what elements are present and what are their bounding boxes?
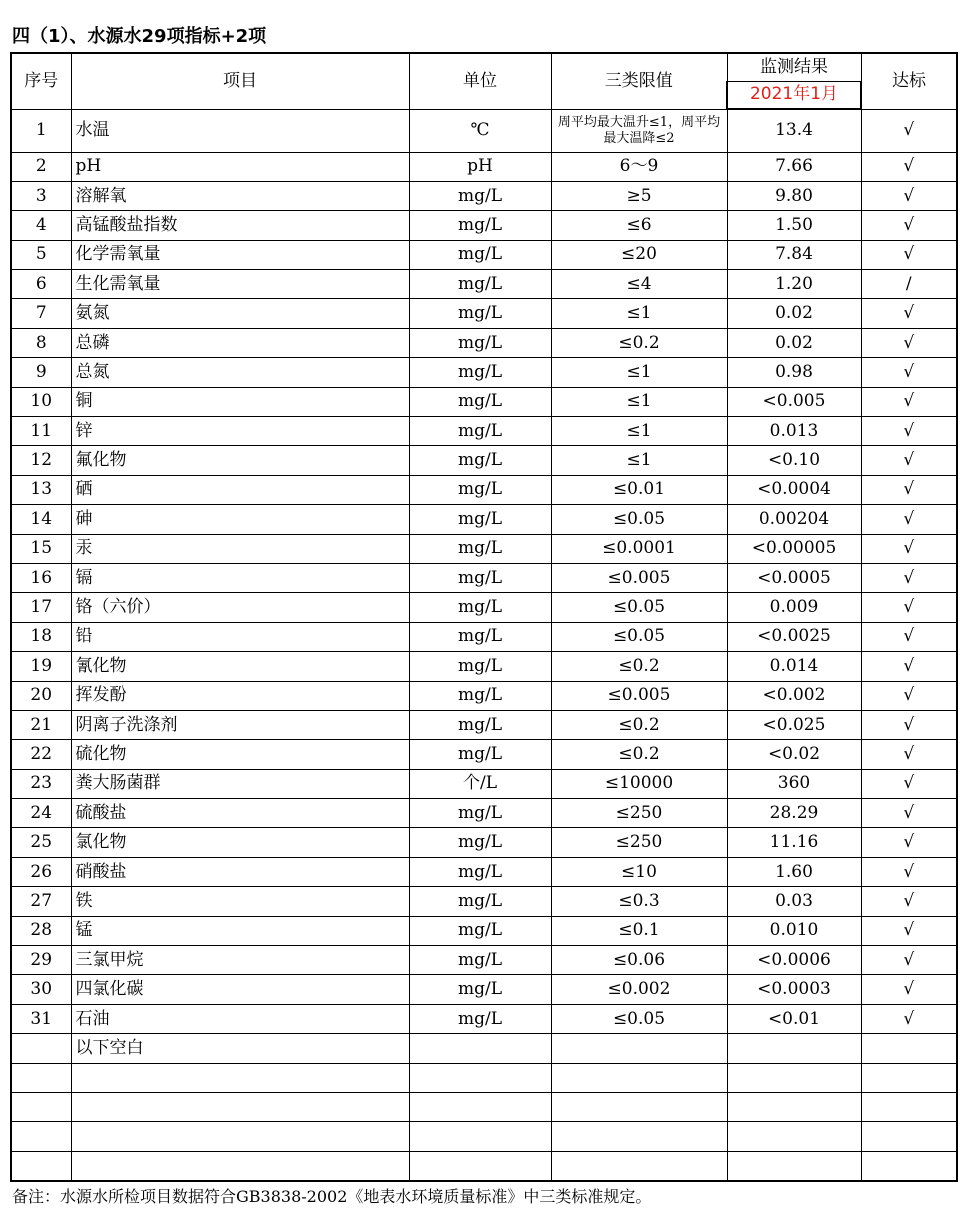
cell-unit: mg/L [409,887,551,916]
cell-item: 锌 [71,417,409,446]
cell-item: 铅 [71,622,409,651]
cell-seq: 4 [11,211,71,240]
cell-seq: 16 [11,563,71,592]
cell-unit: mg/L [409,828,551,857]
cell-unit: mg/L [409,740,551,769]
blank-row [11,1122,957,1151]
cell-seq: 9 [11,358,71,387]
cell-limit: ≤1 [551,299,727,328]
cell-seq: 12 [11,446,71,475]
table-row [11,181,957,210]
cell-seq: 26 [11,857,71,886]
cell-result: <0.10 [727,446,861,475]
cell-limit: ≤0.1 [551,916,727,945]
header-period: 2021年1月 [727,81,861,109]
table-row [11,857,957,886]
cell-result: <0.025 [727,710,861,739]
cell-unit: mg/L [409,681,551,710]
blank-row [11,1093,957,1122]
cell-result: <0.0025 [727,622,861,651]
cell-item: 铬（六价） [71,593,409,622]
cell-status: √ [861,109,957,152]
table-row [11,1004,957,1033]
cell-result: 9.80 [727,181,861,210]
cell-result: 0.02 [727,299,861,328]
blank-cell [11,1063,71,1092]
table-row [11,563,957,592]
cell-status: √ [861,563,957,592]
cell-status: √ [861,1004,957,1033]
cell-result: 0.02 [727,328,861,357]
cell-unit: mg/L [409,417,551,446]
table-row [11,109,957,152]
cell-seq: 20 [11,681,71,710]
cell-unit: mg/L [409,299,551,328]
cell-item: 总氮 [71,358,409,387]
cell-item: 铜 [71,387,409,416]
cell-seq: 3 [11,181,71,210]
cell-status: √ [861,240,957,269]
cell-seq: 6 [11,270,71,299]
cell-limit: ≤0.3 [551,887,727,916]
cell-unit: mg/L [409,475,551,504]
cell-unit: mg/L [409,622,551,651]
cell-seq: 13 [11,475,71,504]
cell-limit: ≤0.2 [551,740,727,769]
blank-cell [409,1151,551,1180]
cell-item: 四氯化碳 [71,975,409,1004]
cell-item: 石油 [71,1004,409,1033]
cell-unit: mg/L [409,946,551,975]
cell-item: 砷 [71,505,409,534]
cell-unit: ℃ [409,109,551,152]
cell-seq: 7 [11,299,71,328]
water-quality-table [10,52,958,1182]
cell-item: 粪大肠菌群 [71,769,409,798]
cell-item: 硫酸盐 [71,799,409,828]
cell-unit: mg/L [409,916,551,945]
table-row [11,417,957,446]
cell-unit: mg/L [409,563,551,592]
table-row [11,446,957,475]
cell-result: <0.0003 [727,975,861,1004]
cell-seq: 28 [11,916,71,945]
cell-limit: 6～9 [551,152,727,181]
blank-cell [551,1151,727,1180]
cell-unit: mg/L [409,211,551,240]
cell-result: 0.00204 [727,505,861,534]
cell-item: 汞 [71,534,409,563]
blank-cell [861,1063,957,1092]
cell-result: 360 [727,769,861,798]
cell-unit: mg/L [409,270,551,299]
table-row [11,828,957,857]
cell-result: 0.013 [727,417,861,446]
cell-limit: ≤1 [551,446,727,475]
table-row [11,622,957,651]
cell-result: 0.98 [727,358,861,387]
blank-cell [727,1151,861,1180]
cell-status: √ [861,475,957,504]
cell-result: <0.002 [727,681,861,710]
cell-item: 硒 [71,475,409,504]
cell-seq: 18 [11,622,71,651]
cell-status: √ [861,622,957,651]
cell-unit: mg/L [409,799,551,828]
cell-status: √ [861,681,957,710]
cell-item: 阴离子洗涤剂 [71,710,409,739]
cell-result: <0.00005 [727,534,861,563]
cell-seq: 30 [11,975,71,1004]
table-row [11,534,957,563]
blank-note: 以下空白 [71,1034,409,1063]
cell-item: 水温 [71,109,409,152]
cell-item: pH [71,152,409,181]
blank-cell [71,1093,409,1122]
blank-cell [71,1122,409,1151]
cell-unit: mg/L [409,1004,551,1033]
cell-status: √ [861,505,957,534]
table-row [11,916,957,945]
page-title: 四（1）、水源水29项指标+2项 [12,26,267,47]
table-row [11,299,957,328]
table-row [11,211,957,240]
table-row [11,475,957,504]
cell-item: 锰 [71,916,409,945]
cell-unit: mg/L [409,240,551,269]
blank-cell [11,1122,71,1151]
cell-status: √ [861,946,957,975]
cell-item: 溶解氧 [71,181,409,210]
cell-seq: 24 [11,799,71,828]
blank-cell [861,1122,957,1151]
table-row [11,652,957,681]
cell-limit: ≤0.002 [551,975,727,1004]
blank-cell [409,1063,551,1092]
blank-cell [11,1034,71,1063]
blank-cell [727,1093,861,1122]
cell-limit: ≤10 [551,857,727,886]
cell-limit: ≤250 [551,799,727,828]
table-body [11,109,957,1181]
cell-status: √ [861,740,957,769]
cell-result: 1.20 [727,270,861,299]
blank-cell [861,1034,957,1063]
cell-status: / [861,270,957,299]
cell-item: 化学需氧量 [71,240,409,269]
cell-unit: mg/L [409,593,551,622]
cell-limit: ≤1 [551,387,727,416]
cell-limit: 周平均最大温升≤1，周平均最大温降≤2 [551,109,727,152]
cell-seq: 5 [11,240,71,269]
cell-limit: ≤0.01 [551,475,727,504]
cell-item: 氯化物 [71,828,409,857]
cell-result: 7.66 [727,152,861,181]
table-row [11,799,957,828]
cell-result: 0.014 [727,652,861,681]
blank-cell [11,1093,71,1122]
header-seq: 序号 [11,53,71,109]
cell-limit: ≤1 [551,417,727,446]
cell-result: <0.0004 [727,475,861,504]
cell-result: <0.01 [727,1004,861,1033]
cell-unit: mg/L [409,710,551,739]
table-row [11,740,957,769]
header-status: 达标 [861,53,957,109]
cell-limit: ≤0.05 [551,593,727,622]
cell-item: 三氯甲烷 [71,946,409,975]
table-row [11,387,957,416]
cell-item: 总磷 [71,328,409,357]
cell-item: 镉 [71,563,409,592]
cell-seq: 1 [11,109,71,152]
blank-cell [861,1151,957,1180]
cell-limit: ≥5 [551,181,727,210]
cell-limit: ≤4 [551,270,727,299]
cell-seq: 15 [11,534,71,563]
cell-limit: ≤250 [551,828,727,857]
cell-seq: 27 [11,887,71,916]
blank-row [11,1034,957,1063]
cell-item: 铁 [71,887,409,916]
table-header [11,53,957,109]
cell-result: 11.16 [727,828,861,857]
cell-status: √ [861,417,957,446]
cell-seq: 19 [11,652,71,681]
cell-seq: 25 [11,828,71,857]
cell-unit: mg/L [409,387,551,416]
cell-result: <0.0006 [727,946,861,975]
header-item: 项目 [71,53,409,109]
cell-result: 13.4 [727,109,861,152]
cell-item: 氰化物 [71,652,409,681]
header-limit: 三类限值 [551,53,727,109]
cell-status: √ [861,769,957,798]
cell-unit: mg/L [409,358,551,387]
cell-result: 0.009 [727,593,861,622]
header-unit: 单位 [409,53,551,109]
cell-unit: mg/L [409,534,551,563]
cell-status: √ [861,358,957,387]
cell-status: √ [861,446,957,475]
cell-item: 氨氮 [71,299,409,328]
cell-limit: ≤0.2 [551,652,727,681]
table-row [11,975,957,1004]
cell-seq: 23 [11,769,71,798]
cell-item: 挥发酚 [71,681,409,710]
cell-seq: 14 [11,505,71,534]
blank-row [11,1063,957,1092]
cell-limit: ≤0.05 [551,505,727,534]
cell-seq: 21 [11,710,71,739]
cell-limit: ≤1 [551,358,727,387]
table-row [11,769,957,798]
cell-status: √ [861,887,957,916]
cell-item: 生化需氧量 [71,270,409,299]
cell-result: 1.60 [727,857,861,886]
cell-result: 0.03 [727,887,861,916]
cell-limit: ≤20 [551,240,727,269]
cell-status: √ [861,593,957,622]
cell-status: √ [861,534,957,563]
cell-status: √ [861,799,957,828]
cell-limit: ≤10000 [551,769,727,798]
cell-unit: mg/L [409,857,551,886]
cell-unit: mg/L [409,652,551,681]
blank-cell [409,1093,551,1122]
cell-seq: 29 [11,946,71,975]
cell-limit: ≤0.2 [551,710,727,739]
cell-seq: 22 [11,740,71,769]
table-row [11,152,957,181]
cell-seq: 2 [11,152,71,181]
blank-cell [551,1122,727,1151]
table-row [11,328,957,357]
cell-unit: mg/L [409,446,551,475]
cell-status: √ [861,652,957,681]
table-row [11,270,957,299]
blank-cell [727,1063,861,1092]
blank-cell [861,1093,957,1122]
blank-cell [11,1151,71,1180]
cell-seq: 31 [11,1004,71,1033]
cell-seq: 10 [11,387,71,416]
blank-cell [71,1063,409,1092]
cell-result: 28.29 [727,799,861,828]
cell-seq: 17 [11,593,71,622]
cell-limit: ≤0.005 [551,563,727,592]
table-row [11,505,957,534]
cell-status: √ [861,710,957,739]
cell-result: 1.50 [727,211,861,240]
cell-status: √ [861,916,957,945]
blank-cell [551,1093,727,1122]
cell-result: <0.02 [727,740,861,769]
cell-result: 7.84 [727,240,861,269]
cell-seq: 8 [11,328,71,357]
cell-result: <0.0005 [727,563,861,592]
cell-status: √ [861,181,957,210]
cell-limit: ≤0.0001 [551,534,727,563]
cell-limit: ≤6 [551,211,727,240]
table-row [11,710,957,739]
cell-status: √ [861,299,957,328]
cell-status: √ [861,828,957,857]
blank-cell [727,1122,861,1151]
table-row [11,593,957,622]
cell-status: √ [861,975,957,1004]
cell-result: 0.010 [727,916,861,945]
cell-unit: mg/L [409,975,551,1004]
table-row [11,946,957,975]
table-row [11,887,957,916]
cell-status: √ [861,152,957,181]
cell-unit: pH [409,152,551,181]
cell-limit: ≤0.05 [551,622,727,651]
cell-item: 氟化物 [71,446,409,475]
cell-status: √ [861,328,957,357]
cell-status: √ [861,387,957,416]
blank-cell [727,1034,861,1063]
table-row [11,358,957,387]
cell-status: √ [861,857,957,886]
cell-limit: ≤0.005 [551,681,727,710]
cell-seq: 11 [11,417,71,446]
cell-unit: 个/L [409,769,551,798]
footer-note: 备注：水源水所检项目数据符合GB3838-2002《地表水环境质量标准》中三类标准规定。 [12,1187,652,1206]
header-result: 监测结果 [727,53,861,81]
blank-cell [409,1122,551,1151]
table-row [11,681,957,710]
table-row [11,240,957,269]
blank-cell [551,1034,727,1063]
blank-cell [551,1063,727,1092]
cell-unit: mg/L [409,328,551,357]
cell-limit: ≤0.06 [551,946,727,975]
cell-limit: ≤0.05 [551,1004,727,1033]
blank-row [11,1151,957,1180]
blank-cell [71,1151,409,1180]
cell-status: √ [861,211,957,240]
blank-cell [409,1034,551,1063]
cell-unit: mg/L [409,505,551,534]
cell-item: 高锰酸盐指数 [71,211,409,240]
cell-result: <0.005 [727,387,861,416]
cell-unit: mg/L [409,181,551,210]
cell-item: 硫化物 [71,740,409,769]
cell-item: 硝酸盐 [71,857,409,886]
cell-limit: ≤0.2 [551,328,727,357]
